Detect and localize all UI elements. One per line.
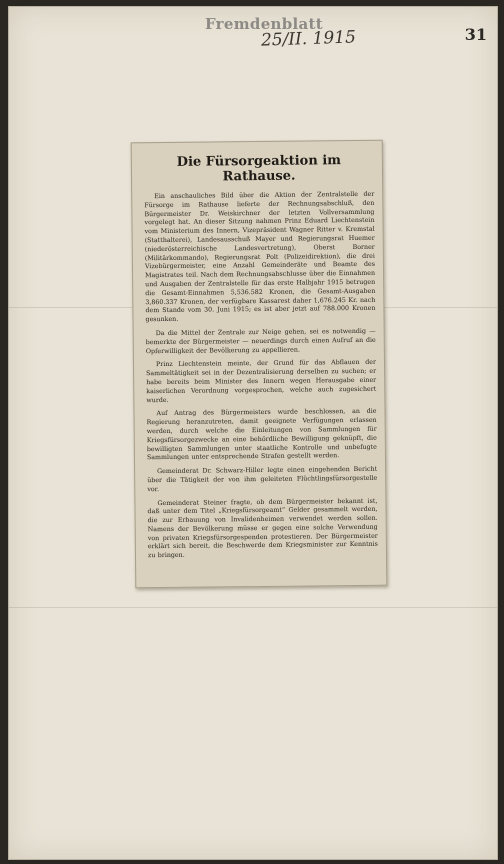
article-paragraph: Gemeinderat Dr. Schwarz-Hiller legte einen eingehenden Bericht über die Tätigkeit der von ihm geleiteten Flüchtlingsfürsorgestelle vor. [147, 465, 378, 493]
article-paragraph: Gemeinderat Steiner fragte, ob dem Bürgermeister bekannt ist, daß unter dem Titel „Kriegsfürsorgeamt“ Gelder gesammelt werden, die zur Erbauung von Invalidenheimen verwendet werden sollen. Namens der Bevölkerung müsse er gegen eine solche Verwendung von privaten Kriegsfürsorgespenden protestieren. Der Bürgermeister erklärt sich bereit, die Beschwerde dem Kriegsminister zur Kenntnis zu bringen. [147, 497, 378, 560]
article-body [144, 191, 378, 561]
article-paragraph: Auf Antrag des Bürgermeisters wurde beschlossen, an die Regierung heranzutreten, damit geeignete Verfügungen erlassen werden, durch welche die Einleitungen von Sammlungen für Kriegsfürsorgezwecke an eine behördliche Bewilligung geknüpft, die bewilligten Sammlungen unter staatliche Kontrolle und unbefugte Sammlungen unter entsprechende Strafen gestellt werden. [146, 408, 377, 462]
page-number: 31 [464, 25, 487, 44]
article-paragraph: Ein anschauliches Bild über die Aktion der Zentralstelle der Fürsorge im Rathause lieferte der Rechnungsabschluß, den Bürgermeister Dr. Weiskirchner der letzten Vollversammlung vorgelegt hat. An dieser Sitzung nahmen Prinz Eduard Liechtenstein vom Ministerium des Innern, Vizepräsident Wagner Ritter v. Kremstal (Statthalterei), Landesausschuß Mayer und Regierungsrat Huemer (niederösterreichische Landesvertretung), Oberst Borner (Militärkommando), Regierungsrat Polt (Polizeidirektion), die drei Vizebürgermeister, eine Anzahl Gemeinderäte und Beamte des Magistrates teil. Nach dem Rechnungsabschlusse über die Einnahmen und Ausgaben der Zentralstelle für das erste Halbjahr 1915 betrugen die Gesamt-Einnahmen 5,536.582 Kronen, die Gesamt-Ausgaben 3,860.337 Kronen, der verfügbare Kassarest daher 1,676.245 Kr. nach dem Stande vom 30. Juni 1915; es ist aber jetzt auf 788.000 Kronen gesunken. [144, 190, 376, 324]
article-paragraph: Prinz Liechtenstein meinte, der Grund für das Abflauen der Sammeltätigkeit sei in der Dezentralisierung derselben zu suchen; er habe bereits beim Minister des Innern wegen Herausgabe einer kaiserlichen Verordnung vorgesprochen, welche auch zugesichert wurde. [146, 359, 377, 404]
newspaper-name-stamp: Fremdenblatt [205, 15, 324, 33]
paper-fold-line [9, 607, 497, 608]
archive-sheet [8, 6, 498, 860]
article-paragraph: Da die Mittel der Zentrale zur Neige gehen, sei es notwendig — bemerkte der Bürgermeister — neuerdings durch einen Aufruf an die Opferwilligkeit der Bevölkerung zu appellieren. [145, 327, 376, 355]
handwritten-date: 25/II. 1915 [260, 27, 357, 51]
newspaper-clipping [131, 140, 388, 589]
article-title: Die Fürsorgeaktion im Rathause. [176, 153, 342, 185]
